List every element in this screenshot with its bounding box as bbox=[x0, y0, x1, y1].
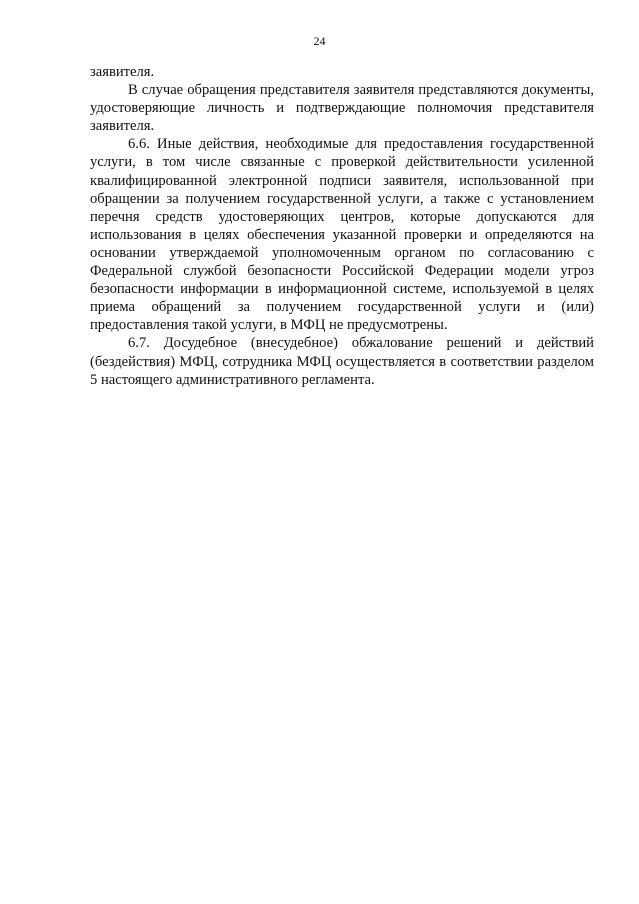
paragraph-6-6: 6.6. Иные действия, необходимые для предоставления государственной услуги, в том числе связанные с проверкой действительности усиленной квалифицированной электронной подписи заявителя, использованной при обращении за получением государственной услуги, а также с установлением перечня средств удостоверяющих центров, которые допускаются для использования в целях обеспечения указанной проверки и определяются на основании утверждаемой уполномоченным органом по согласованию с Федеральной службой безопасности Российской Федерации модели угроз безопасности информации в информационной системе, используемой в целях приема обращений за получением государственной услуги и (или) предоставления такой услуги, в МФЦ не предусмотрены. bbox=[90, 136, 594, 334]
paragraph-representative: В случае обращения представителя заявителя представляются документы, удостоверяющие личность и подтверждающие полномочия представителя заявителя. bbox=[90, 82, 594, 135]
document-body bbox=[90, 63, 594, 389]
paragraph-6-7: 6.7. Досудебное (внесудебное) обжалование решений и действий (бездействия) МФЦ, сотрудника МФЦ осуществляется в соответствии разделом 5 настоящего административного регламента. bbox=[90, 335, 594, 388]
page-number: 24 bbox=[313, 34, 326, 48]
paragraph-continuation: заявителя. bbox=[90, 64, 155, 80]
